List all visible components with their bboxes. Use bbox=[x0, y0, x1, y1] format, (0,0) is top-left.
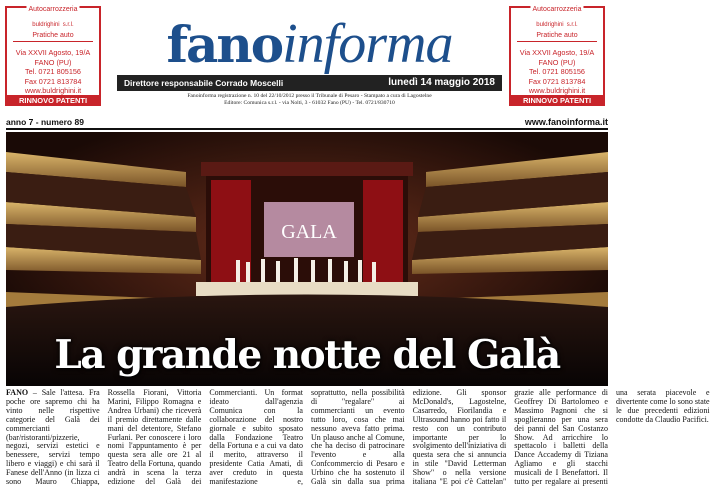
divider bbox=[6, 128, 608, 130]
director-bar bbox=[117, 75, 502, 91]
ad-address: Via XXVII Agosto, 19/A bbox=[15, 48, 91, 57]
ad-phone: Tel. 0721 805156 bbox=[529, 67, 585, 76]
logo-part-fano: fano bbox=[166, 15, 283, 74]
ad-brand: buldrighini s.r.l. bbox=[536, 22, 578, 28]
ad-website: www.buldrighini.it bbox=[528, 86, 586, 95]
issue-date: lunedì 14 maggio 2018 bbox=[388, 77, 495, 88]
registration-line: Fanoinforma registrazione n. 10 del 22/10/2012 presso il Tribunale di Pesaro - Stampato a cura di Lagostelne bbox=[187, 93, 432, 99]
ad-buldrighini-left[interactable] bbox=[5, 6, 101, 106]
ad-subtitle: Pratiche auto bbox=[13, 32, 93, 42]
ad-banner: RINNOVO PATENTI bbox=[5, 95, 101, 106]
ad-city: FANO (PU) bbox=[34, 57, 72, 67]
stage-floor bbox=[196, 282, 418, 296]
ad-subtitle: Pratiche auto bbox=[517, 32, 597, 42]
stage-arch bbox=[201, 162, 413, 176]
ad-city: FANO (PU) bbox=[538, 57, 576, 67]
publisher-line: Editore: Comunica s.r.l. - via Nolti, 3 - 61032 Fano (PU) - Tel. 0721/830710 bbox=[224, 100, 395, 106]
ad-phone: Tel. 0721 805156 bbox=[25, 67, 81, 76]
ad-contact bbox=[511, 48, 603, 96]
article-text: – Sale l'attesa. Fra poche ore sapremo chi ha vinto nelle rispettive categorie del Galà dei commercianti (bar/ristoranti/pizzerie, negozi, servizi estetici e benessere, servizi tempo libero e viaggi) e chi sarà il Fanese dell'Anno (in lizza ci sono Mauro Chiappa, Rossella Fiorani, Vittoria Marini, Filippo Romagna e Andrea Urbani) che riceverà il premio direttamente dalle mani del detentore, Stefano Furlani. Per conoscere i loro nomi l'appuntamento è per questa sera alle ore 21 al Teatro della Fortuna, quando andrà in scena la terza edizione del Galà dei Commercianti. Un format ideato dall'agenzia Comunica con la collaborazione del nostro giornale e subito sposato dalla Fondazione Teatro della Fortuna e a cui va dato il merito, attraverso il presidente Catia Amati, di aver creduto in questa manifestazione e, soprattutto, nella possibilità di "regalare" ai commercianti un evento tutto loro, cosa che mai nessuno aveva fatto prima. Un plauso anche al Comune, che ha deciso di patrocinare l'evento e alla Confcommercio di Pesaro e Urbino che ha sostenuto il Galà sin dalla sua prima edizione. Gli sponsor McDonald's, Lagostelne, Casarredo, Fiorilandia e Ultrasound hanno poi fatto il resto con un contributo importante per lo svolgimento dell'iniziativa di questa sera che si annuncia in stile "David Letterman Show" o nella versione italiana "E poi c'è Cattelan" grazie alle performance di Geoffrey Di Bartolomeo e Massimo Pagnoni che si spoglieranno per una sera dei panni del San Costanzo Show. Ad arricchire lo spettacolo i balletti della Dance Accademy di Tiziana Agliamo e gli stacchi musicali de I Benefattori. Il tutto per regalare ai presenti una serata piacevole e divertente come lo sono state le due precedenti edizioni condotte da Claudio Pacifici. bbox=[6, 388, 710, 487]
ad-fax: Fax 0721 813784 bbox=[528, 76, 586, 86]
article-body bbox=[6, 388, 710, 488]
registration-info bbox=[117, 93, 502, 107]
ad-fax: Fax 0721 813784 bbox=[24, 76, 82, 86]
director-credit: Direttore responsabile Corrado Moscelli bbox=[124, 78, 284, 88]
masthead-logo[interactable] bbox=[117, 12, 502, 75]
ad-tag: Autocarrozzeria bbox=[532, 6, 582, 13]
ad-tag: Autocarrozzeria bbox=[28, 6, 78, 13]
screen-title: GALA bbox=[281, 221, 337, 243]
issue-number: anno 7 - numero 89 bbox=[6, 117, 84, 127]
article-dateline: FANO bbox=[6, 388, 29, 397]
ad-address: Via XXVII Agosto, 19/A bbox=[519, 48, 595, 57]
website-link[interactable]: www.fanoinforma.it bbox=[524, 117, 608, 127]
ad-contact bbox=[7, 48, 99, 96]
logo-part-informa: informa bbox=[282, 13, 453, 75]
headline: La grande notte del Galà bbox=[54, 332, 560, 378]
ad-buldrighini-right[interactable] bbox=[509, 6, 605, 106]
ad-brand: buldrighini s.r.l. bbox=[32, 22, 74, 28]
ad-website: www.buldrighini.it bbox=[24, 86, 82, 95]
ad-banner: RINNOVO PATENTI bbox=[509, 95, 605, 106]
